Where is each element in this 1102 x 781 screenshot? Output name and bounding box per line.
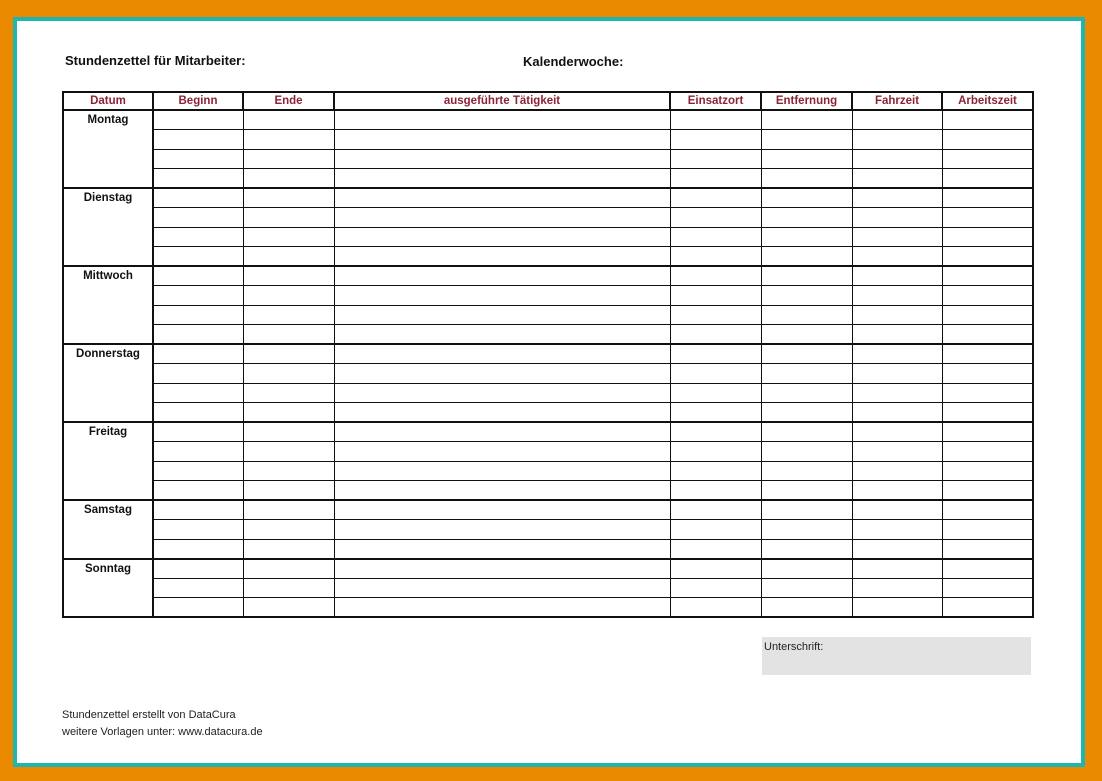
cell-einsatzort[interactable]: [670, 442, 761, 462]
cell-entfernung[interactable]: [761, 422, 852, 442]
table-row: [63, 578, 1033, 598]
cell-taetigkeit[interactable]: [334, 461, 670, 481]
table-row: [63, 149, 1033, 169]
cell-ende[interactable]: [243, 520, 334, 540]
cell-arbeitszeit[interactable]: [942, 578, 1033, 598]
cell-ende[interactable]: [243, 325, 334, 345]
cell-fahrzeit[interactable]: [852, 442, 942, 462]
cell-arbeitszeit[interactable]: [942, 130, 1033, 150]
cell-einsatzort[interactable]: [670, 520, 761, 540]
day-label-sonntag: Sonntag: [63, 559, 153, 618]
table-row: [63, 442, 1033, 462]
cell-ende[interactable]: [243, 286, 334, 306]
cell-beginn[interactable]: [153, 247, 243, 267]
cell-taetigkeit[interactable]: [334, 149, 670, 169]
column-header-fahrzeit: Fahrzeit: [852, 92, 942, 110]
cell-taetigkeit[interactable]: [334, 169, 670, 189]
cell-fahrzeit[interactable]: [852, 188, 942, 208]
footer-credit: Stundenzettel erstellt von DataCura: [62, 709, 236, 721]
table-row: [63, 500, 1033, 520]
table-row: [63, 286, 1033, 306]
cell-ende[interactable]: [243, 169, 334, 189]
cell-ende[interactable]: [243, 559, 334, 579]
cell-beginn[interactable]: [153, 520, 243, 540]
cell-einsatzort[interactable]: [670, 364, 761, 384]
cell-fahrzeit[interactable]: [852, 481, 942, 501]
cell-arbeitszeit[interactable]: [942, 481, 1033, 501]
cell-einsatzort[interactable]: [670, 344, 761, 364]
cell-fahrzeit[interactable]: [852, 559, 942, 579]
cell-ende[interactable]: [243, 305, 334, 325]
cell-einsatzort[interactable]: [670, 149, 761, 169]
cell-beginn[interactable]: [153, 286, 243, 306]
cell-ende[interactable]: [243, 500, 334, 520]
cell-beginn[interactable]: [153, 188, 243, 208]
cell-fahrzeit[interactable]: [852, 500, 942, 520]
cell-arbeitszeit[interactable]: [942, 364, 1033, 384]
cell-arbeitszeit[interactable]: [942, 598, 1033, 618]
cell-taetigkeit[interactable]: [334, 325, 670, 345]
cell-entfernung[interactable]: [761, 130, 852, 150]
column-header-datum: Datum: [63, 92, 153, 110]
column-header-einsatzort: Einsatzort: [670, 92, 761, 110]
cell-fahrzeit[interactable]: [852, 325, 942, 345]
cell-ende[interactable]: [243, 149, 334, 169]
table-row: [63, 403, 1033, 423]
cell-taetigkeit[interactable]: [334, 422, 670, 442]
cell-einsatzort[interactable]: [670, 598, 761, 618]
cell-fahrzeit[interactable]: [852, 344, 942, 364]
cell-ende[interactable]: [243, 422, 334, 442]
day-label-montag: Montag: [63, 110, 153, 188]
cell-entfernung[interactable]: [761, 266, 852, 286]
cell-arbeitszeit[interactable]: [942, 442, 1033, 462]
column-header-beginn: Beginn: [153, 92, 243, 110]
cell-entfernung[interactable]: [761, 500, 852, 520]
cell-fahrzeit[interactable]: [852, 149, 942, 169]
column-header-taetigkeit: ausgeführte Tätigkeit: [334, 92, 670, 110]
cell-einsatzort[interactable]: [670, 286, 761, 306]
cell-arbeitszeit[interactable]: [942, 149, 1033, 169]
cell-ende[interactable]: [243, 266, 334, 286]
cell-beginn[interactable]: [153, 442, 243, 462]
timesheet-body: [63, 110, 1033, 617]
cell-ende[interactable]: [243, 364, 334, 384]
cell-taetigkeit[interactable]: [334, 442, 670, 462]
cell-fahrzeit[interactable]: [852, 110, 942, 130]
cell-entfernung[interactable]: [761, 481, 852, 501]
table-row: [63, 305, 1033, 325]
cell-arbeitszeit[interactable]: [942, 422, 1033, 442]
table-row: [63, 383, 1033, 403]
timesheet-page: [20, 24, 1078, 760]
cell-ende[interactable]: [243, 539, 334, 559]
cell-entfernung[interactable]: [761, 325, 852, 345]
cell-beginn[interactable]: [153, 169, 243, 189]
column-header-entfernung: Entfernung: [761, 92, 852, 110]
cell-fahrzeit[interactable]: [852, 305, 942, 325]
cell-taetigkeit[interactable]: [334, 344, 670, 364]
column-header-ende: Ende: [243, 92, 334, 110]
day-label-freitag: Freitag: [63, 422, 153, 500]
cell-ende[interactable]: [243, 461, 334, 481]
cell-beginn[interactable]: [153, 578, 243, 598]
cell-fahrzeit[interactable]: [852, 539, 942, 559]
cell-beginn[interactable]: [153, 149, 243, 169]
cell-entfernung[interactable]: [761, 344, 852, 364]
cell-beginn[interactable]: [153, 559, 243, 579]
table-row: [63, 481, 1033, 501]
cell-arbeitszeit[interactable]: [942, 403, 1033, 423]
cell-ende[interactable]: [243, 598, 334, 618]
cell-ende[interactable]: [243, 578, 334, 598]
cell-arbeitszeit[interactable]: [942, 520, 1033, 540]
cell-taetigkeit[interactable]: [334, 598, 670, 618]
cell-ende[interactable]: [243, 247, 334, 267]
cell-taetigkeit[interactable]: [334, 520, 670, 540]
cell-beginn[interactable]: [153, 130, 243, 150]
table-row: [63, 247, 1033, 267]
cell-arbeitszeit[interactable]: [942, 188, 1033, 208]
cell-entfernung[interactable]: [761, 403, 852, 423]
cell-einsatzort[interactable]: [670, 325, 761, 345]
cell-entfernung[interactable]: [761, 169, 852, 189]
cell-ende[interactable]: [243, 188, 334, 208]
cell-einsatzort[interactable]: [670, 539, 761, 559]
cell-entfernung[interactable]: [761, 383, 852, 403]
table-row: [63, 461, 1033, 481]
cell-beginn[interactable]: [153, 481, 243, 501]
cell-fahrzeit[interactable]: [852, 130, 942, 150]
cell-arbeitszeit[interactable]: [942, 344, 1033, 364]
cell-taetigkeit[interactable]: [334, 247, 670, 267]
cell-fahrzeit[interactable]: [852, 578, 942, 598]
cell-ende[interactable]: [243, 344, 334, 364]
cell-entfernung[interactable]: [761, 364, 852, 384]
cell-fahrzeit[interactable]: [852, 169, 942, 189]
cell-entfernung[interactable]: [761, 305, 852, 325]
cell-beginn[interactable]: [153, 208, 243, 228]
table-row: [63, 539, 1033, 559]
cell-einsatzort[interactable]: [670, 500, 761, 520]
cell-ende[interactable]: [243, 383, 334, 403]
cell-fahrzeit[interactable]: [852, 208, 942, 228]
cell-beginn[interactable]: [153, 403, 243, 423]
cell-einsatzort[interactable]: [670, 169, 761, 189]
cell-beginn[interactable]: [153, 383, 243, 403]
cell-taetigkeit[interactable]: [334, 364, 670, 384]
cell-entfernung[interactable]: [761, 442, 852, 462]
table-row: [63, 344, 1033, 364]
cell-entfernung[interactable]: [761, 188, 852, 208]
cell-entfernung[interactable]: [761, 520, 852, 540]
cell-entfernung[interactable]: [761, 559, 852, 579]
cell-beginn[interactable]: [153, 325, 243, 345]
cell-beginn[interactable]: [153, 598, 243, 618]
cell-taetigkeit[interactable]: [334, 578, 670, 598]
cell-taetigkeit[interactable]: [334, 110, 670, 130]
day-label-donnerstag: Donnerstag: [63, 344, 153, 422]
cell-beginn[interactable]: [153, 344, 243, 364]
cell-einsatzort[interactable]: [670, 422, 761, 442]
cell-fahrzeit[interactable]: [852, 403, 942, 423]
cell-ende[interactable]: [243, 227, 334, 247]
cell-einsatzort[interactable]: [670, 305, 761, 325]
cell-einsatzort[interactable]: [670, 578, 761, 598]
cell-taetigkeit[interactable]: [334, 559, 670, 579]
cell-taetigkeit[interactable]: [334, 188, 670, 208]
cell-ende[interactable]: [243, 208, 334, 228]
day-label-dienstag: Dienstag: [63, 188, 153, 266]
table-row: [63, 520, 1033, 540]
cell-fahrzeit[interactable]: [852, 461, 942, 481]
cell-entfernung[interactable]: [761, 110, 852, 130]
table-row: [63, 422, 1033, 442]
day-label-mittwoch: Mittwoch: [63, 266, 153, 344]
cell-beginn[interactable]: [153, 422, 243, 442]
cell-einsatzort[interactable]: [670, 461, 761, 481]
table-row: [63, 325, 1033, 345]
cell-beginn[interactable]: [153, 461, 243, 481]
signature-label: Unterschrift:: [764, 641, 824, 653]
cell-taetigkeit[interactable]: [334, 383, 670, 403]
cell-arbeitszeit[interactable]: [942, 227, 1033, 247]
table-header-row: [63, 92, 1033, 110]
signature-field[interactable]: [762, 637, 1031, 675]
table-row: [63, 598, 1033, 618]
cell-entfernung[interactable]: [761, 578, 852, 598]
cell-arbeitszeit[interactable]: [942, 500, 1033, 520]
cell-taetigkeit[interactable]: [334, 286, 670, 306]
table-row: [63, 169, 1033, 189]
cell-beginn[interactable]: [153, 305, 243, 325]
cell-arbeitszeit[interactable]: [942, 208, 1033, 228]
cell-arbeitszeit[interactable]: [942, 325, 1033, 345]
cell-fahrzeit[interactable]: [852, 422, 942, 442]
cell-einsatzort[interactable]: [670, 383, 761, 403]
cell-taetigkeit[interactable]: [334, 500, 670, 520]
cell-fahrzeit[interactable]: [852, 286, 942, 306]
cell-arbeitszeit[interactable]: [942, 305, 1033, 325]
cell-taetigkeit[interactable]: [334, 130, 670, 150]
cell-fahrzeit[interactable]: [852, 266, 942, 286]
cell-einsatzort[interactable]: [670, 110, 761, 130]
cell-entfernung[interactable]: [761, 227, 852, 247]
cell-entfernung[interactable]: [761, 539, 852, 559]
cell-ende[interactable]: [243, 403, 334, 423]
timesheet-table: [62, 91, 1034, 618]
table-row: [63, 266, 1033, 286]
column-header-arbeitszeit: Arbeitszeit: [942, 92, 1033, 110]
table-row: [63, 110, 1033, 130]
cell-ende[interactable]: [243, 130, 334, 150]
cell-beginn[interactable]: [153, 266, 243, 286]
cell-arbeitszeit[interactable]: [942, 559, 1033, 579]
cell-fahrzeit[interactable]: [852, 383, 942, 403]
cell-entfernung[interactable]: [761, 149, 852, 169]
table-row: [63, 130, 1033, 150]
cell-ende[interactable]: [243, 481, 334, 501]
cell-fahrzeit[interactable]: [852, 364, 942, 384]
cell-einsatzort[interactable]: [670, 481, 761, 501]
cell-taetigkeit[interactable]: [334, 227, 670, 247]
cell-einsatzort[interactable]: [670, 266, 761, 286]
cell-taetigkeit[interactable]: [334, 539, 670, 559]
cell-fahrzeit[interactable]: [852, 227, 942, 247]
cell-taetigkeit[interactable]: [334, 481, 670, 501]
cell-beginn[interactable]: [153, 539, 243, 559]
employee-label: Stundenzettel für Mitarbeiter:: [65, 53, 246, 68]
cell-einsatzort[interactable]: [670, 188, 761, 208]
table-row: [63, 208, 1033, 228]
table-row: [63, 188, 1033, 208]
table-row: [63, 559, 1033, 579]
cell-fahrzeit[interactable]: [852, 520, 942, 540]
cell-einsatzort[interactable]: [670, 247, 761, 267]
cell-arbeitszeit[interactable]: [942, 266, 1033, 286]
cell-taetigkeit[interactable]: [334, 305, 670, 325]
cell-beginn[interactable]: [153, 364, 243, 384]
cell-einsatzort[interactable]: [670, 208, 761, 228]
cell-taetigkeit[interactable]: [334, 208, 670, 228]
cell-ende[interactable]: [243, 442, 334, 462]
cell-ende[interactable]: [243, 110, 334, 130]
cell-entfernung[interactable]: [761, 461, 852, 481]
cell-arbeitszeit[interactable]: [942, 247, 1033, 267]
cell-arbeitszeit[interactable]: [942, 539, 1033, 559]
calendar-week-label: Kalenderwoche:: [523, 54, 624, 69]
cell-arbeitszeit[interactable]: [942, 383, 1033, 403]
cell-arbeitszeit[interactable]: [942, 286, 1033, 306]
cell-einsatzort[interactable]: [670, 227, 761, 247]
cell-beginn[interactable]: [153, 110, 243, 130]
cell-arbeitszeit[interactable]: [942, 461, 1033, 481]
cell-einsatzort[interactable]: [670, 559, 761, 579]
table-row: [63, 227, 1033, 247]
cell-einsatzort[interactable]: [670, 130, 761, 150]
cell-arbeitszeit[interactable]: [942, 169, 1033, 189]
table-row: [63, 364, 1033, 384]
cell-taetigkeit[interactable]: [334, 266, 670, 286]
cell-entfernung[interactable]: [761, 208, 852, 228]
footer-templates-link: weitere Vorlagen unter: www.datacura.de: [62, 726, 263, 738]
cell-arbeitszeit[interactable]: [942, 110, 1033, 130]
cell-beginn[interactable]: [153, 227, 243, 247]
cell-entfernung[interactable]: [761, 286, 852, 306]
cell-einsatzort[interactable]: [670, 403, 761, 423]
cell-entfernung[interactable]: [761, 247, 852, 267]
cell-fahrzeit[interactable]: [852, 247, 942, 267]
day-label-samstag: Samstag: [63, 500, 153, 559]
cell-beginn[interactable]: [153, 500, 243, 520]
cell-fahrzeit[interactable]: [852, 598, 942, 618]
cell-entfernung[interactable]: [761, 598, 852, 618]
cell-taetigkeit[interactable]: [334, 403, 670, 423]
